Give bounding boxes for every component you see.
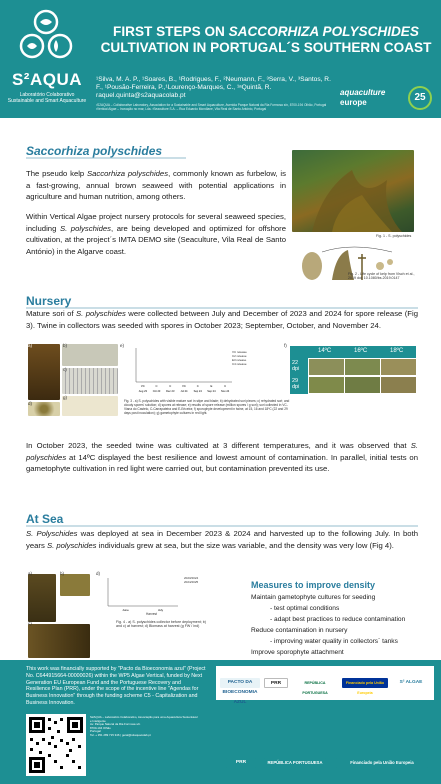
authors	[96, 76, 334, 100]
author-list: ¹Silva, M. A. P., ¹Soares, B., ¹Rodrigues, F., ²Neumann, F., ³Serra, V., ³Santos, R. F., ¹Pousão-Ferreira, P.,¹Lourenço-Marques, C., ¹ᵃQuintã, R.	[96, 76, 331, 91]
day-29: 29 dpi	[292, 378, 300, 390]
x-tick-label: C	[224, 384, 227, 388]
poster-header	[0, 0, 441, 118]
republica-logo: REPÚBLICA PORTUGUESA	[264, 758, 326, 768]
x-tick-date: Dec 23	[166, 390, 175, 393]
contact-email[interactable]: raquel.quinta@s2aquacolab.pt	[96, 92, 186, 99]
chart-axis	[136, 348, 232, 382]
fig1-caption: Fig. 1 - S. polyschides	[376, 234, 412, 238]
temp-18: 18ºC	[390, 348, 404, 354]
prr-logo: PRR	[264, 678, 288, 688]
s2aqua-logo	[6, 8, 88, 112]
badge-number: 25	[408, 86, 432, 110]
atsea-paragraph: S. Polyschides was deployed at sea in December 2023 & 2024 and harvested up to the following July. In both years S. polyschides individuals grew at sea, but the size was variable, and the density was very low (Fig 4).	[26, 529, 418, 550]
intro-paragraph-2: Within Vertical Algae project nursery protocols for several seaweed species, including S. polyschides, are being developed and optimized for offshore cultivation, at the project´s IMTA DEMO site (Seaculture, Vila Real de Santo António) in the Algarve coast.	[26, 212, 286, 257]
measure-subitem: - adapt best practices to reduce contamination	[270, 616, 406, 623]
republica-logo: REPÚBLICA PORTUGUESA	[292, 678, 338, 688]
harvest-photo-2	[28, 624, 90, 658]
twine-photo	[345, 359, 380, 375]
twine-photo	[309, 377, 344, 393]
badge-line-1: aquaculture	[340, 88, 386, 97]
x-tick-date: Sep 24	[207, 390, 216, 393]
measure-subitem: - improving water quality in collectors´ tanks	[270, 638, 398, 645]
x-tick-date: Jul 24	[180, 390, 188, 393]
contact-address: S2AQUA – Laboratório Colaborativo, Associação para uma Aquacultura Sustentável e Inteligente Av. Parque Natural da Ria Formosa s/n 8700-194 Olhão Portugal Tel. + 351 289 715 346 | geral@s2aquacolab.pt	[90, 715, 198, 737]
affiliations: ¹S2AQUA – Collaborative Laboratory, Association for a Sustainable and Smart Aquaculture, Avenida Parque Natural da Ria Formosa s/n, 8700-194 Olhão, Portugal ²Vertical Algae – Inovação no mar, Lda. ³Seaculture S.A. – Rua Eduardo Mondlane, Vila Real de Santo António, Portugal	[96, 103, 327, 111]
eu-logo: Financiado pela União Europeia	[342, 678, 388, 688]
x-tick-date: Aug 23	[138, 390, 147, 393]
logo-wordmark: S²AQUA	[11, 70, 83, 89]
intro-paragraph-1: The pseudo kelp Saccorhiza polyschides, commonly known as furbelow, is a fast-growing, annual brown seaweed with potential applications in agriculture and human nutrition, among others.	[26, 169, 286, 202]
gametophyte-culture-photo	[62, 396, 118, 416]
measure-item: Maintain gametophyte cultures for seeding	[251, 594, 376, 601]
nursery-paragraph-1: Mature sori of S. polyschides were collected between July and December of 2023 and 2024 for spore release (Fig 3). Twine in collectors was seeded with spores in October 2023; September, October, and November 24.	[26, 309, 418, 330]
s2algae-logo: S² ALGAE	[392, 678, 430, 688]
measure-item: Reduce contamination in nursery	[251, 627, 348, 634]
fig4-xlabel: Harvest	[146, 612, 157, 616]
qr-code[interactable]	[26, 714, 86, 776]
s2aqua-logo-icon	[18, 8, 74, 68]
fig3-caption: Fig. 3 - a) S. polyschides with visible mature sori in stipe and blade; b) dehydrated sori pieces; c) rehydrated sori; and cloudy spores' solution; d) spores at release; e) results of spore release (million spores / g sori); sori collected in VC-Viana do Castelo, C-Carrapateira and E-Ericeira; f) sporophyte development in twine, at 15, 16 and 18ºC (22 and 29 days post inoculation); g) gametophyte cultures in red light.	[124, 399, 290, 415]
x-tick-label: C	[155, 384, 158, 388]
twine-photo	[309, 359, 344, 375]
measure-subitem: - test optimal conditions	[270, 605, 340, 612]
fig4-caption: Fig. 4 - a) S. polyschides collector before deployment; b) and c) at harvest; d) Biomass at harvest (g FW / ind)	[116, 620, 206, 629]
kelp-illustration-icon	[292, 150, 414, 232]
pacto-logo: PACTO DA BIOECONOMIA AZUL	[220, 678, 260, 688]
dehydrated-sori-photo	[62, 344, 118, 366]
fig2-caption: Fig. 2 - Life cycle of kelp from Visch et al., 2019 doi: 10.1080/bs.2019.0147	[348, 272, 415, 281]
x-tick-label: VC	[140, 384, 145, 388]
title-part-1: FIRST STEPS ON	[113, 24, 229, 39]
nursery-heading: Nursery	[26, 294, 72, 308]
x-tick-label: C	[169, 384, 172, 388]
temp-16: 16ºC	[354, 348, 368, 354]
temperature-grid	[290, 346, 416, 394]
badge-line-2: europe	[340, 98, 367, 107]
title-species: SACCORHIZA POLYSCHIDES	[228, 24, 419, 39]
twine-photo	[345, 377, 380, 393]
fig4-legend: 2023/2024 2024/2025	[184, 576, 199, 584]
qr-code-icon	[26, 714, 86, 776]
x-tick-label: C	[196, 384, 199, 388]
x-tick-label: VC	[182, 384, 186, 388]
nursery-paragraph-2: In October 2023, the seeded twine was cultivated at 3 different temperatures, and it was observed that S. polyschides at 14ºC displayed the best resilience and lowest amount of contamination. In parallel, initial tests on gametophyte cultivation in red light were carried out, but contamination prevented its use.	[26, 441, 418, 474]
funder-logos	[216, 666, 434, 705]
temp-14: 14ºC	[318, 348, 332, 354]
x-tick-date: Nov 24	[221, 390, 230, 393]
funder-logos-bottom	[220, 748, 434, 778]
day-22: 22 dpi	[292, 360, 300, 372]
spores-photo	[28, 402, 60, 416]
harvest-photo	[60, 574, 90, 596]
x-tick-label: E	[210, 384, 213, 388]
title-part-2: CULTIVATION IN PORTUGAL´S SOUTHERN COAST	[100, 39, 432, 55]
fig3-legend: VC release C2 release E3 release C4 release	[232, 350, 247, 366]
measures-title: Measures to improve density	[251, 580, 376, 590]
chart-axis	[108, 578, 178, 606]
atsea-heading: At Sea	[26, 512, 64, 526]
collector-photo	[28, 574, 56, 622]
x-tick-date: Sep 24	[193, 390, 202, 393]
x-tick-date: Oct 23	[152, 390, 161, 393]
seaweed-underwater-photo	[292, 150, 414, 232]
aquaculture-europe-badge	[340, 84, 434, 114]
twine-photo	[381, 377, 416, 393]
intro-heading: Saccorhiza polyschides	[26, 144, 163, 158]
prr-logo: PRR	[226, 758, 256, 768]
eu-logo: Financiado pela União Europeia	[336, 758, 428, 768]
funding-statement: This work was financially supported by "Pacto da Bioeconomia azul" (Project No. C644915664-00000026) within the WP5 Algae Vertical, funded by Next Generation EU European Fund and the Portuguese Recovery and Resilience Plan (PRR), under the scope of the incentive line "Agendas for Business Innovation" through the funding scheme C5 - Capitalization and Business Innovation.	[26, 666, 206, 706]
measure-item: Improve sporophyte attachment	[251, 649, 344, 656]
logo-subtitle: Laboratório Colaborativo Sustainable and Smart Aquaculture	[7, 92, 87, 104]
x-tick-label: June	[122, 608, 129, 612]
x-tick-label: July	[157, 608, 164, 612]
mature-sori-photo	[28, 344, 60, 400]
rehydrated-sori-photo	[62, 368, 118, 394]
heading-underline	[26, 156, 186, 160]
twine-photo	[381, 359, 416, 375]
poster-title	[96, 24, 436, 55]
